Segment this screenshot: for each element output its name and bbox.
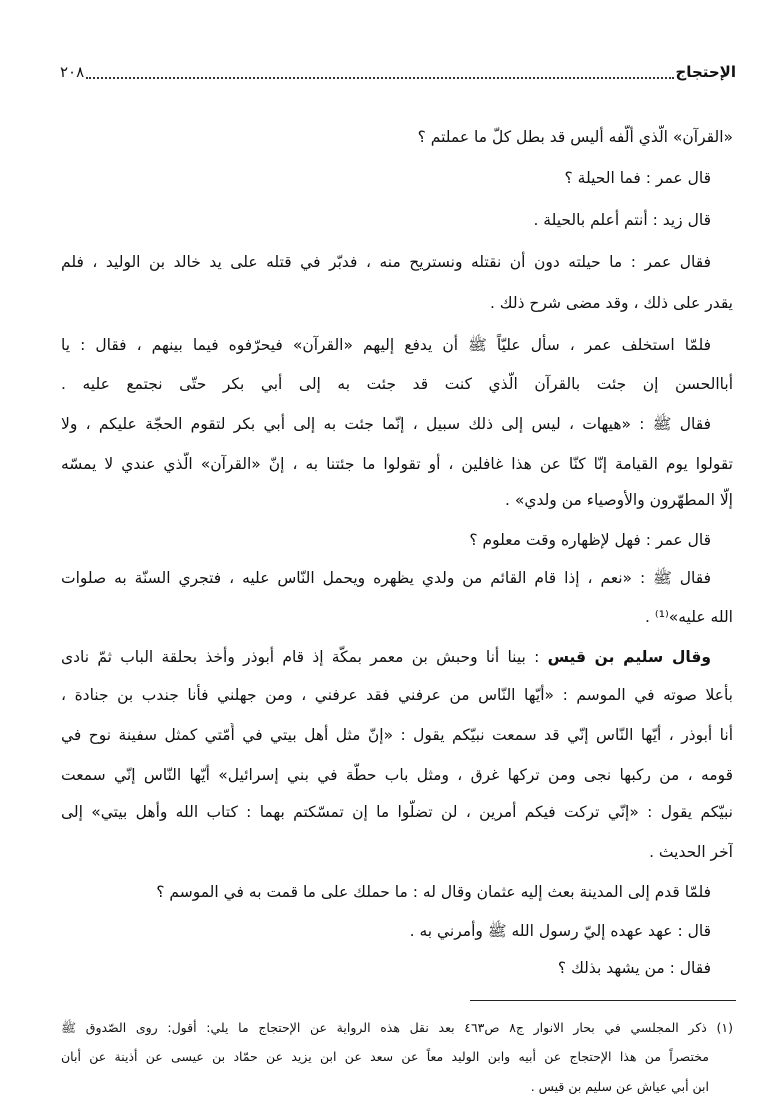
text-line: تقولوا يوم القيامة إنّا كنّا عن هذا غافلين ، أو تقولوا ما جئتنا به ، إنّ «القرآن» الّذي عندي لا يمسّه [61, 455, 733, 473]
page-number: ٢٠٨ [60, 63, 85, 81]
footnote-separator [470, 1000, 736, 1001]
text-line: قومه ، من ركبها نجى ومن تركها غرق ، ومثل باب حطّة في بني إسرائيل» أيّها النّاس إنّي سمعت [61, 766, 733, 784]
text-line: فقال عمر : ما حيلته دون أن نقتله ونستريح منه ، فدبّر في قتله على يد خالد بن الوليد ، فلم [61, 253, 711, 271]
text-line: يقدر على ذلك ، وقد مضى شرح ذلك . [489, 294, 733, 312]
text-line: قال زيد : أنتم أعلم بالحيلة . [533, 211, 711, 229]
text-line: «القرآن» الّذي ألّفه أليس قد بطل كلّ ما عملتم ؟ [417, 128, 733, 146]
running-header [60, 58, 736, 86]
footnote-line: مختصراً من هذا الإحتجاج عن أبيه وابن الوليد معاً عن سعد عن ابن يزيد عن حمّاد بن عيسى عن أذينة عن أبان [61, 1049, 709, 1064]
text-line: قال عمر : فهل لإظهاره وقت معلوم ؟ [469, 531, 711, 549]
text-line: بأعلا صوته في الموسم : «أيّها النّاس من عرفني فقد عرفني ، ومن جهلني فأنا جندب بن جنادة ، [61, 686, 733, 704]
footnote-line: (١) ذكر المجلسي في بحار الانوار ج٨ ص٤٦٣ بعد نقل هذه الرواية عن الإحتجاج ما يلي: أقول: روى الصّدوق ﷺ [61, 1020, 733, 1035]
text-line: قال : عهد عهده إليّ رسول الله ﷺ وأمرني به . [409, 922, 711, 940]
speaker-name: وقال سليم بن قيس [547, 648, 711, 666]
text-line: إلّا المطهّرون والأوصياء من ولدي» . [504, 491, 733, 509]
text-line: فقال ﷺ : «هيهات ، ليس إلى ذلك سبيل ، إنّما جئت به إلى أبي بكر لتقوم الحجّة عليكم ، ولا [61, 415, 711, 433]
text-line: فقال : من يشهد بذلك ؟ [557, 959, 711, 977]
text-line: آخر الحديث . [649, 843, 733, 861]
text-line: أباالحسن إن جئت بالقرآن الّذي كنت قد جئت به إلى أبي بكر حتّى نجتمع عليه . [61, 375, 733, 393]
speaker-text: : بينا أنا وحبش بن معمر بمكّة إذ قام أبوذر وأخذ بحلقة الباب ثمّ نادى [61, 648, 540, 666]
text-line: فلمّا قدم إلى المدينة بعث إليه عثمان وقال له : ما حملك على ما قمت به في الموسم ؟ [156, 883, 711, 901]
text-line: أنا أبوذر ، أيّها النّاس إنّي قد سمعت نبيّكم يقول : «إنّ مثل أهل بيتي في أُمّتي كمثل سفينة نوح في [61, 726, 733, 744]
text-line: قال عمر : فما الحيلة ؟ [564, 169, 711, 187]
text-line: فقال ﷺ : «نعم ، إذا قام القائم من ولدي يظهره ويحمل النّاس عليه ، فتجري السنّة به صلوات [61, 569, 711, 587]
footnote-line: ابن أبي عياش عن سليم بن قيس . [530, 1079, 709, 1094]
text-line [61, 645, 733, 669]
text-line: فلمّا استخلف عمر ، سأل عليّاً ﷺ أن يدفع إليهم «القرآن» فيحرّفوه فيما بينهم ، فقال : يا [61, 336, 711, 354]
header-dot-leader [86, 65, 673, 79]
header-title: الإحتجاج [675, 63, 736, 81]
text-line: نبيّكم يقول : «إنّي تركت فيكم أمرين ، لن تضلّوا ما إن تمسّكتم بهما : كتاب الله وأهل بيتي» إلى [61, 803, 733, 821]
text-line: الله عليه»⁽¹⁾ . [645, 608, 733, 626]
